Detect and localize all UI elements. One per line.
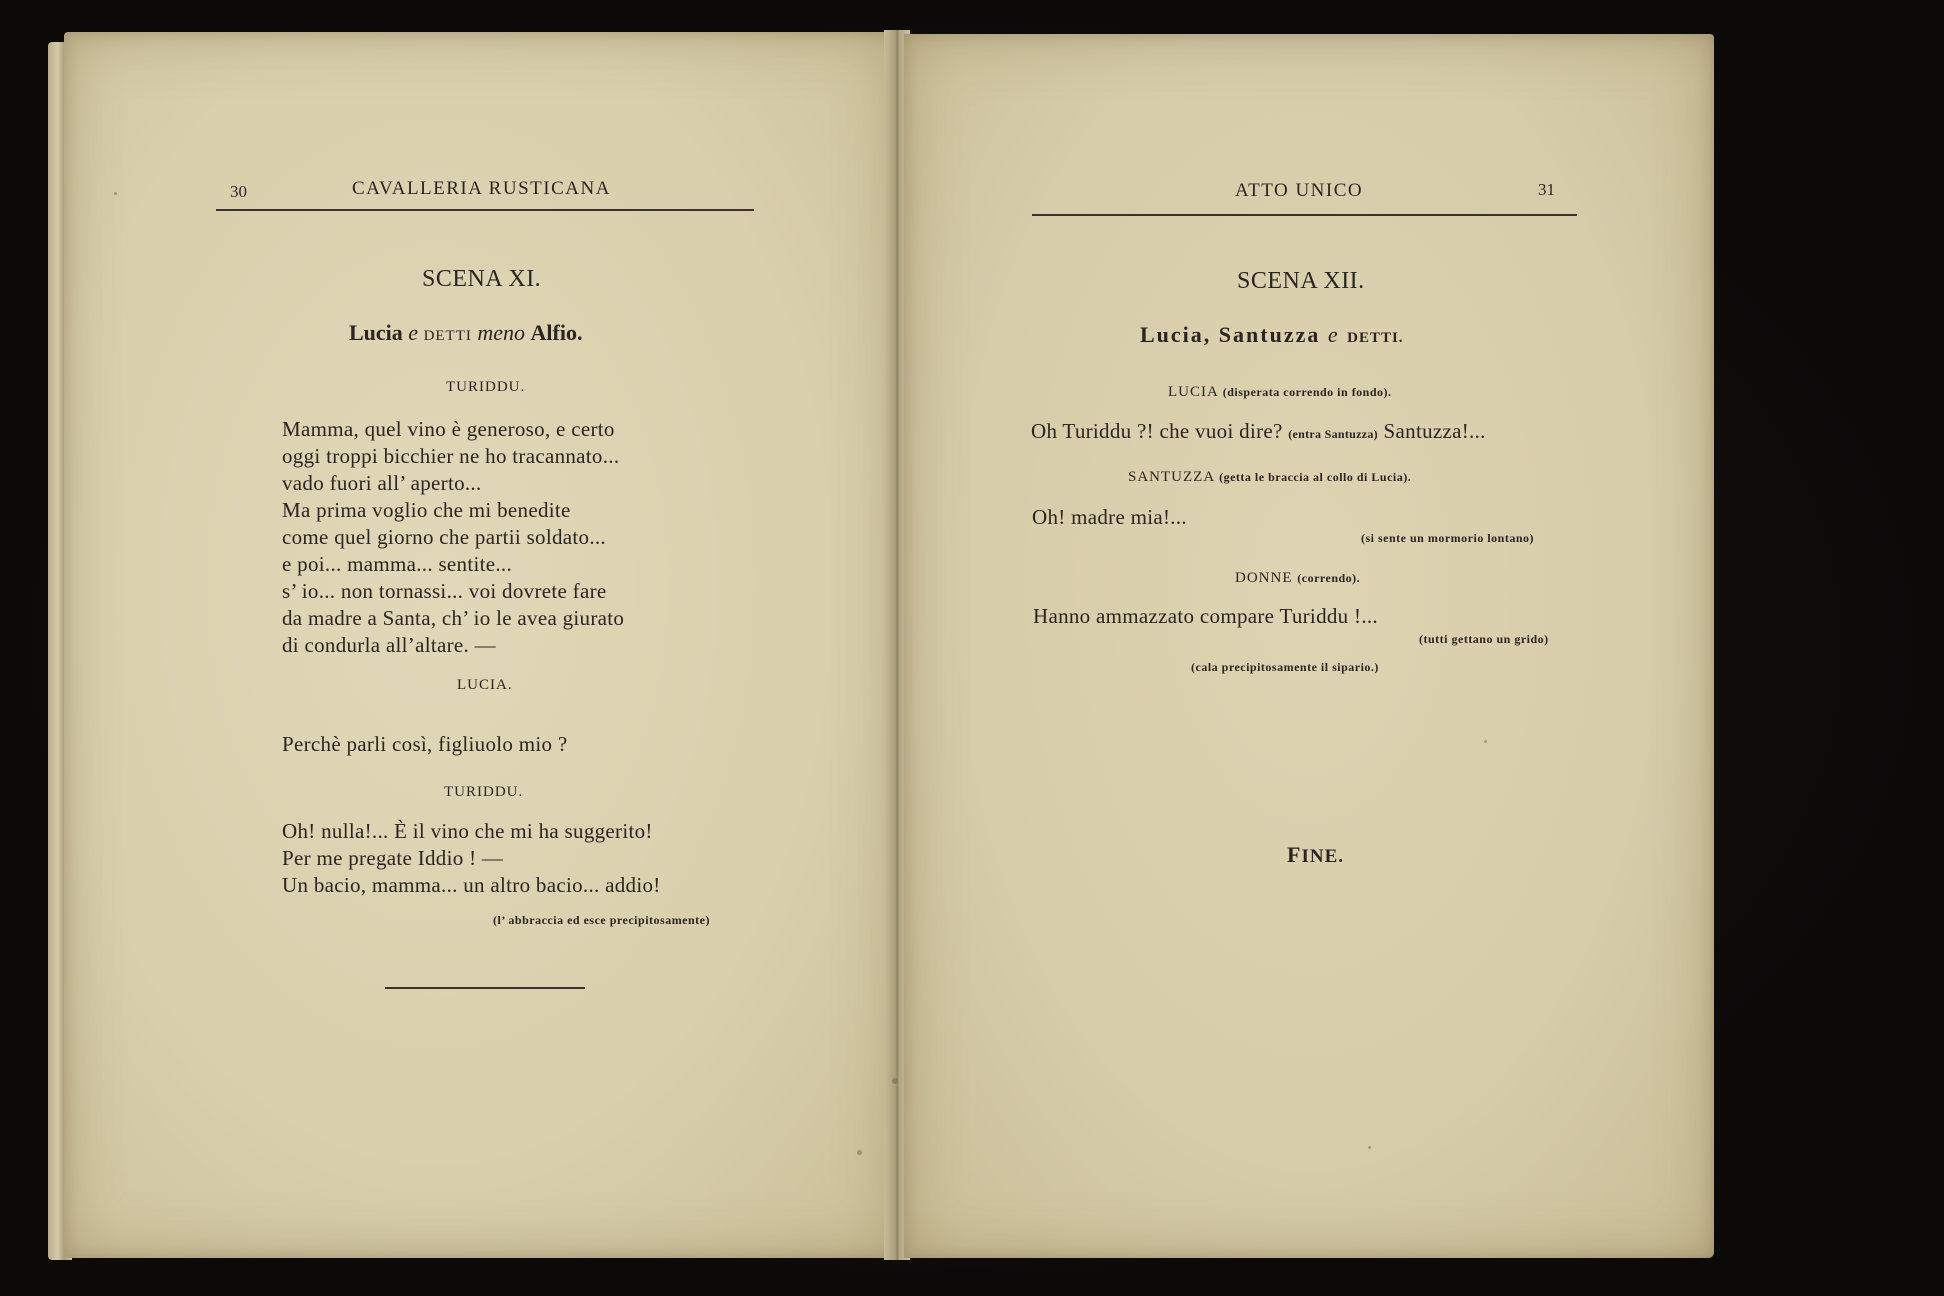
scene-cast — [1140, 322, 1404, 348]
verse-line: Hanno ammazzato compare Turiddu !... — [1033, 604, 1378, 628]
verse-line: Perchè parli così, figliuolo mio ? — [282, 732, 568, 756]
stage-direction: (tutti gettano un grido) — [1419, 632, 1549, 646]
verse-line: Per me pregate Iddio ! — — [282, 846, 504, 870]
verse-line: Mamma, quel vino è generoso, e certo — [282, 417, 615, 441]
left-page — [64, 32, 896, 1258]
verse-line: Ma prima voglio che mi benedite — [282, 498, 571, 522]
speaker-label: LUCIA. — [457, 677, 513, 693]
paper-speck — [114, 192, 117, 195]
verse-line: oggi troppi bicchier ne ho tracannato... — [282, 444, 620, 468]
stage-direction: (si sente un mormorio lontano) — [1361, 531, 1534, 545]
speaker-line — [1235, 570, 1360, 587]
verse-line: di condurla all’altare. — — [282, 633, 496, 657]
speaker-label: TURIDDU. — [446, 379, 526, 395]
verse-line: Un bacio, mamma... un altro bacio... addio! — [282, 873, 661, 897]
running-head: CAVALLERIA RUSTICANA — [352, 178, 611, 199]
cast-names: Lucia, Santuzza — [1140, 322, 1321, 347]
cast-conjunction: e — [1327, 322, 1340, 347]
fine-label — [1287, 842, 1344, 868]
fine-initial: F — [1287, 842, 1302, 867]
scene-title: SCENA XI. — [422, 266, 542, 292]
inline-stage-direction: (entra Santuzza) — [1288, 427, 1378, 441]
verse-text: Oh Turiddu ?! che vuoi dire? — [1031, 419, 1283, 443]
right-page — [904, 34, 1714, 1258]
verse-block — [282, 416, 624, 659]
stage-direction: (l’ abbraccia ed esce precipitosamente) — [493, 913, 711, 927]
verse-line: Oh! madre mia!... — [1032, 505, 1187, 529]
cast-name: Alfio. — [530, 320, 583, 345]
speaker-label: DONNE — [1235, 570, 1293, 586]
speaker-label: SANTUZZA — [1128, 469, 1215, 485]
speaker-direction: (getta le braccia al collo di Lucia). — [1219, 470, 1412, 484]
cast-meno: meno — [477, 320, 526, 345]
section-end-rule — [385, 987, 585, 989]
page-number: 31 — [1538, 180, 1555, 199]
verse-block — [282, 818, 661, 899]
paper-speck — [1368, 1146, 1371, 1149]
verse-line: vado fuori all’ aperto... — [282, 471, 482, 495]
speaker-direction: (disperata correndo in fondo). — [1222, 385, 1392, 399]
speaker-line — [1168, 384, 1392, 401]
verse-line: e poi... mamma... sentite... — [282, 552, 513, 576]
verse-line: come quel giorno che partii soldato... — [282, 525, 606, 549]
paper-speck — [892, 1078, 898, 1084]
fine-rest: INE. — [1301, 846, 1344, 867]
scene-title: SCENA XII. — [1237, 268, 1365, 294]
speaker-direction: (correndo). — [1297, 571, 1361, 585]
verse-line — [1031, 418, 1486, 448]
header-rule — [216, 209, 754, 211]
cast-detti: DETTI — [423, 328, 472, 344]
cast-detti: DETTI. — [1347, 330, 1404, 346]
scene-cast — [349, 320, 583, 346]
header-rule — [1032, 214, 1577, 216]
speaker-line — [1128, 469, 1411, 486]
paper-speck — [857, 1150, 862, 1155]
verse-line: da madre a Santa, ch’ io le avea giurato — [282, 606, 625, 630]
paper-speck — [1484, 740, 1487, 743]
verse-line: Oh! nulla!... È il vino che mi ha suggerito! — [282, 819, 653, 843]
cast-name: Lucia — [349, 320, 403, 345]
page-number: 30 — [230, 182, 247, 201]
final-stage-direction: (cala precipitosamente il sipario.) — [1191, 660, 1379, 674]
running-head: ATTO UNICO — [1235, 180, 1364, 201]
cast-conjunction: e — [408, 320, 419, 345]
speaker-label: LUCIA — [1168, 384, 1218, 400]
verse-text: Santuzza!... — [1383, 419, 1486, 443]
verse-line: s’ io... non tornassi... voi dovrete fare — [282, 579, 607, 603]
speaker-label: TURIDDU. — [444, 784, 524, 800]
